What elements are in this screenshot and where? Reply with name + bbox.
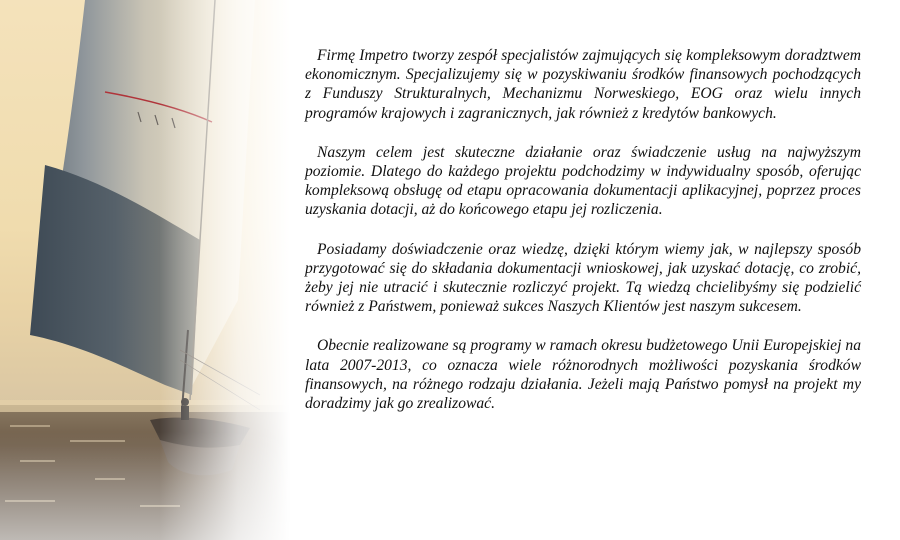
sailboat-image: [0, 0, 290, 540]
paragraph-programs: Obecnie realizowane są programy w ramach okresu budżetowego Unii Europejskiej na lata 2007-2013, co oznacza wiele różnorodnych możliwości pozyskania środków finansowych, na różnego rodzaju działania. Jeżeli mają Państwo pomysł na projekt my doradzimy jak go zrealizować.: [305, 337, 861, 413]
paragraph-experience: Posiadamy doświadczenie oraz wiedzę, dzięki którym wiemy jak, w najlepszy sposób przygotować się do składania dokumentacji wnioskowej, jak uzyskać dotację, co zrobić, żeby jej nie utracić i skutecznie rozliczyć projekt. Tą wiedzą chcielibyśmy się podzielić również z Państwem, ponieważ sukces Naszych Klientów jest naszym sukcesem.: [305, 240, 861, 316]
sail-icon: [0, 0, 290, 540]
paragraph-goal: Naszym celem jest skuteczne działanie oraz świadczenie usług na najwyższym poziomie. Dlatego do każdego projektu podchodzimy w indywidualny sposób, oferując kompleksową obsługę od etapu opracowania dokumentacji aplikacyjnej, poprzez proces uzyskania dotacji, aż do końcowego etapu jej rozliczenia.: [305, 143, 861, 219]
paragraph-intro: Firmę Impetro tworzy zespół specjalistów zajmujących się kompleksowym doradztwem ekonomicznym. Specjalizujemy się w pozyskiwaniu środków finansowych pochodzących z Funduszy Strukturalnych, Mechanizmu Norweskiego, EOG oraz wielu innych programów krajowych i zagranicznych, jak również z kredytów bankowych.: [305, 47, 861, 122]
about-text-panel: [305, 46, 861, 433]
